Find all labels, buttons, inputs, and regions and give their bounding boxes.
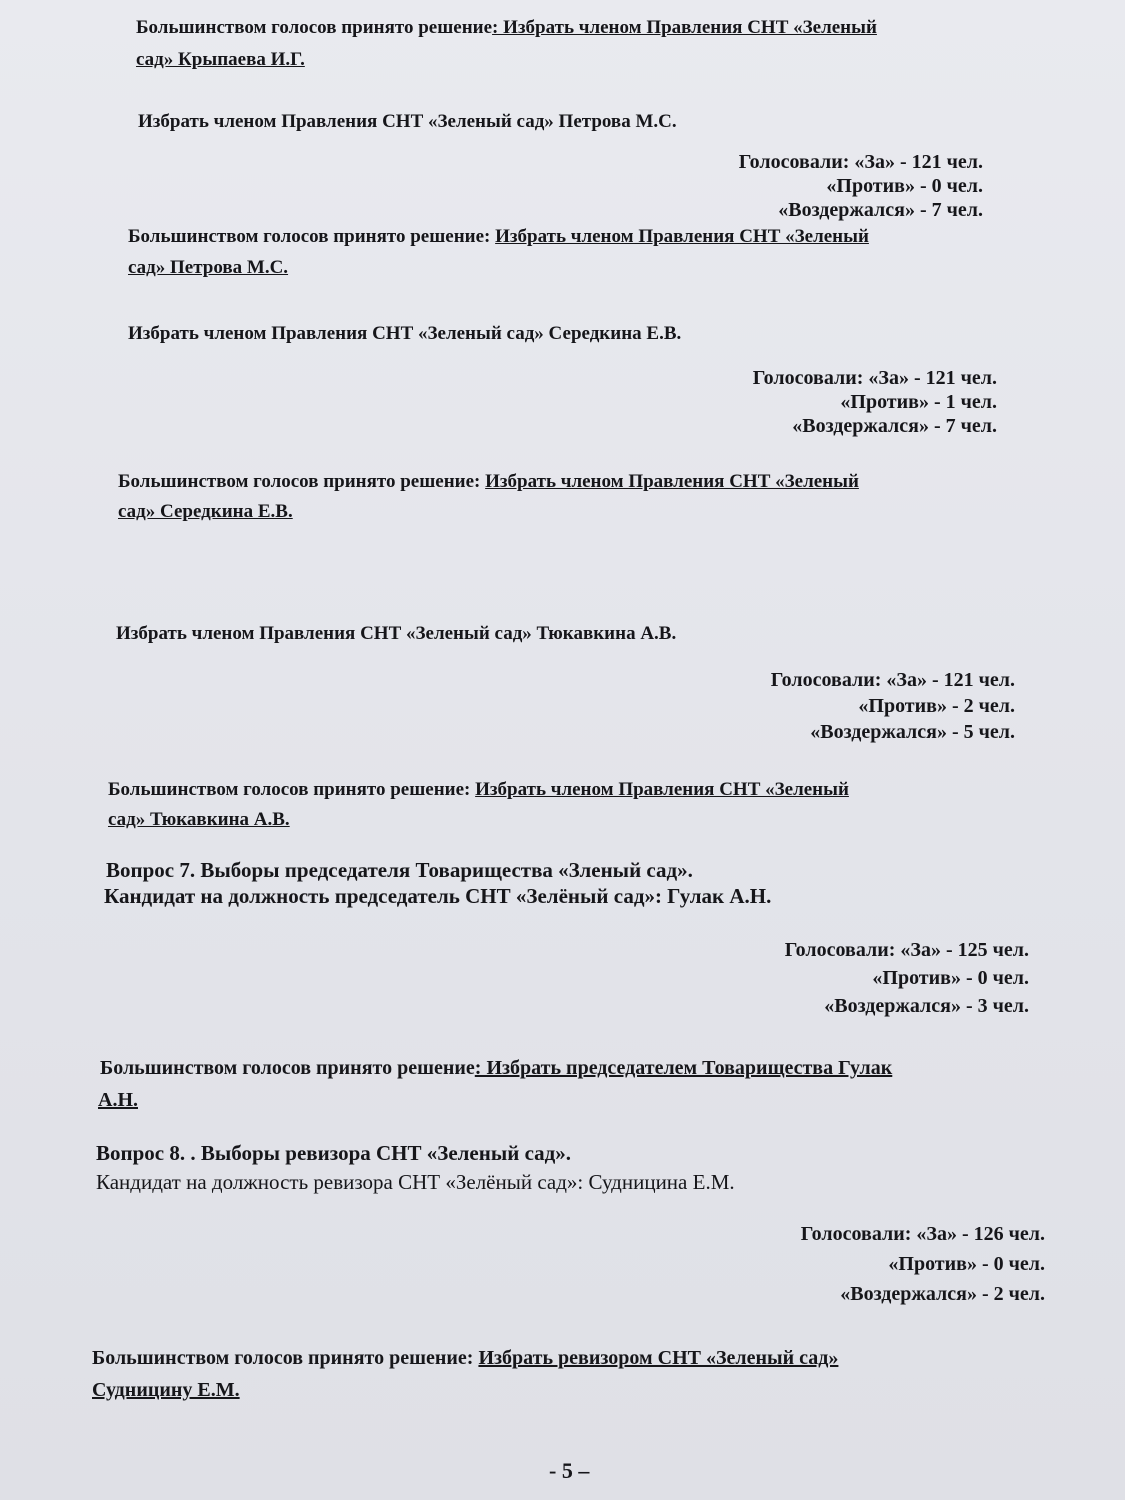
decision-line: Большинством голосов принято решение: Избрать членом Правления СНТ «Зеленый — [136, 17, 877, 38]
motion-text: Избрать членом Правления СНТ «Зеленый сад» Тюкавкина А.В. — [116, 623, 677, 644]
vote-for: Голосовали: «За» - 125 чел. — [784, 939, 1029, 961]
motion-text: Избрать членом Правления СНТ «Зеленый сад» Середкина Е.В. — [128, 323, 682, 344]
decision-line: А.Н. — [98, 1089, 138, 1111]
question-title: Вопрос 8. . Выборы ревизора СНТ «Зеленый сад». — [96, 1141, 572, 1165]
vote-against: «Против» - 2 чел. — [858, 695, 1015, 717]
vote-for: Голосовали: «За» - 121 чел. — [770, 669, 1015, 691]
decision-line: Большинством голосов принято решение: Избрать председателем Товарищества Гулак — [100, 1057, 893, 1079]
decision-line: Судницину Е.М. — [92, 1379, 240, 1401]
vote-abstain: «Воздержался» - 2 чел. — [840, 1283, 1045, 1305]
vote-against: «Против» - 1 чел. — [840, 391, 997, 413]
decision-line: Большинством голосов принято решение: Избрать членом Правления СНТ «Зеленый — [118, 471, 859, 492]
vote-for: Голосовали: «За» - 126 чел. — [800, 1223, 1045, 1245]
vote-abstain: «Воздержался» - 7 чел. — [792, 415, 997, 437]
vote-abstain: «Воздержался» - 7 чел. — [778, 199, 983, 221]
vote-abstain: «Воздержался» - 5 чел. — [810, 721, 1015, 743]
decision-line: сад» Тюкавкина А.В. — [108, 809, 290, 830]
motion-text: Избрать членом Правления СНТ «Зеленый сад» Петрова М.С. — [138, 111, 677, 132]
decision-line: Большинством голосов принято решение: Избрать членом Правления СНТ «Зеленый — [128, 226, 869, 247]
decision-line: сад» Крыпаева И.Г. — [136, 49, 305, 70]
page-number: - 5 – — [549, 1458, 590, 1483]
decision-line: Большинством голосов принято решение: Избрать членом Правления СНТ «Зеленый — [108, 779, 849, 800]
vote-against: «Против» - 0 чел. — [826, 175, 983, 197]
vote-against: «Против» - 0 чел. — [872, 967, 1029, 989]
decision-line: сад» Петрова М.С. — [128, 257, 289, 278]
vote-for: Голосовали: «За» - 121 чел. — [752, 367, 997, 389]
candidate-line: Кандидат на должность председатель СНТ «Зелёный сад»: Гулак А.Н. — [104, 884, 772, 908]
vote-for: Голосовали: «За» - 121 чел. — [738, 151, 983, 173]
question-title: Вопрос 7. Выборы председателя Товарищества «Зленый сад». — [106, 858, 693, 882]
decision-line: Большинством голосов принято решение: Избрать ревизором СНТ «Зеленый сад» — [92, 1347, 839, 1369]
decision-line: сад» Середкина Е.В. — [118, 501, 293, 522]
candidate-line: Кандидат на должность ревизора СНТ «Зелёный сад»: Судницина Е.М. — [96, 1170, 735, 1194]
vote-abstain: «Воздержался» - 3 чел. — [824, 995, 1029, 1017]
vote-against: «Против» - 0 чел. — [888, 1253, 1045, 1275]
